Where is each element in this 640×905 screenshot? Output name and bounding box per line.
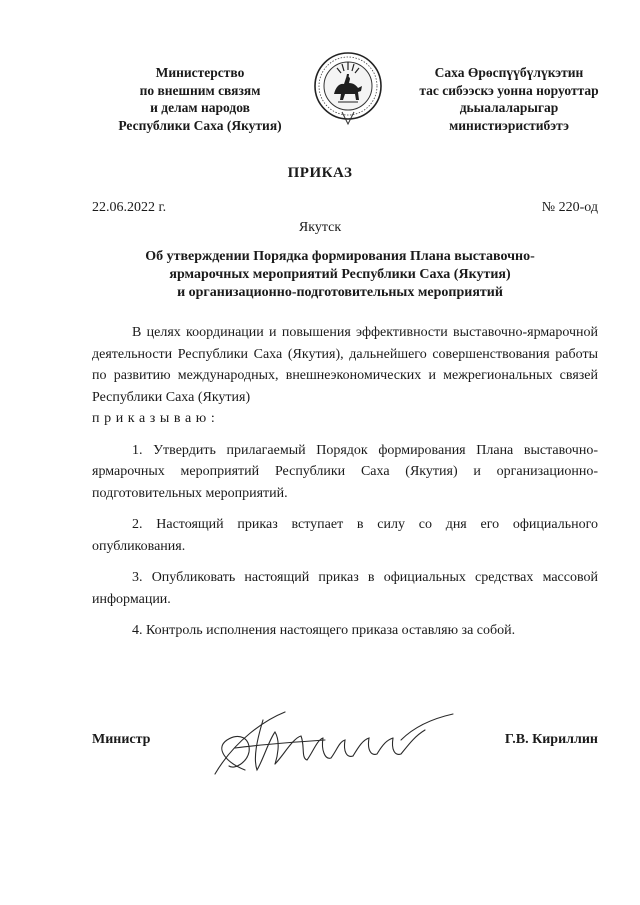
preamble-paragraph: В целях координации и повышения эффективности выставочно-ярмарочной деятельности Республики Саха (Якутия), дальнейшего совершенствования работы по развитию международных, внешнеэкономических и межрегиональных связей Республики Саха (Якутия) bbox=[92, 325, 598, 405]
document-number: № 220-од bbox=[541, 200, 598, 215]
document-date: 22.06.2022 г. bbox=[92, 200, 167, 215]
order-word: приказываю: bbox=[92, 411, 220, 426]
header-left-line: Республики Саха (Якутия) bbox=[118, 117, 282, 133]
ministry-name-sakha bbox=[400, 64, 618, 134]
document-city: Якутск bbox=[298, 220, 342, 235]
subject-line: и организационно-подготовительных мероприятий bbox=[177, 285, 503, 300]
order-item: 4. Контроль исполнения настоящего приказа оставляю за собой. bbox=[132, 623, 516, 638]
document-body bbox=[92, 322, 598, 642]
header-right-line: дьыалаларыгар bbox=[459, 100, 559, 115]
subject-line: Об утверждении Порядка формирования Плана выставочно- bbox=[145, 249, 535, 264]
header-left-line: по внешним связям bbox=[139, 82, 261, 98]
handwritten-signature bbox=[205, 700, 465, 780]
order-item: 2. Настоящий приказ вступает в силу со дня его официального опубликования. bbox=[92, 517, 598, 554]
signatory-name: Г.В. Кириллин bbox=[504, 732, 598, 747]
document-title: ПРИКАЗ bbox=[287, 165, 353, 181]
subject-line: ярмарочных мероприятий Республики Саха (Якутия) bbox=[169, 267, 511, 282]
sakha-coat-of-arms-icon bbox=[312, 50, 384, 130]
header-right-line: тас сибээскэ уонна норуоттар bbox=[419, 82, 599, 98]
ministry-name-russian bbox=[100, 64, 300, 134]
header-left-line: и делам народов bbox=[150, 100, 250, 115]
header-right-line: министиэристибэтэ bbox=[449, 117, 569, 133]
signatory-role: Министр bbox=[92, 732, 151, 747]
header-right-line: Саха Өрөспүүбүлүкэтин bbox=[434, 65, 584, 80]
order-item: 3. Опубликовать настоящий приказ в официальных средствах массовой информации. bbox=[92, 570, 598, 607]
order-item: 1. Утвердить прилагаемый Порядок формирования Плана выставочно-ярмарочных мероприятий Республики Саха (Якутия) и организационно-подготовительных мероприятий. bbox=[92, 442, 598, 501]
header-left-line: Министерство bbox=[155, 65, 245, 80]
document-subject bbox=[120, 248, 560, 302]
